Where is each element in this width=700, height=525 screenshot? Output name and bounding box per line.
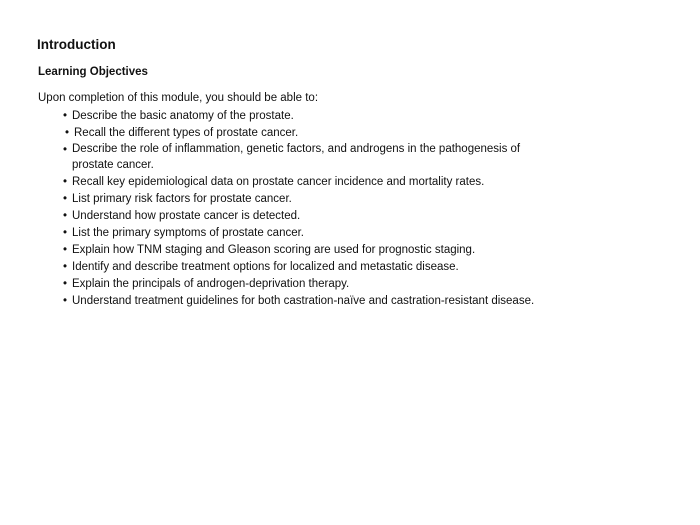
list-item [63,108,663,125]
list-item [63,293,663,310]
bullet-icon: • [63,176,68,188]
bullet-icon: • [63,210,68,222]
objective-text: Explain the principals of androgen-deprivation therapy. [72,278,350,290]
list-item [63,191,663,208]
objective-text: Recall the different types of prostate cancer. [74,127,299,139]
learning-objectives-heading: Learning Objectives [38,66,148,78]
bullet-icon: • [63,261,68,273]
objective-text: Recall key epidemiological data on prostate cancer incidence and mortality rates. [72,176,485,188]
bullet-icon: • [63,110,68,122]
bullet-icon: • [63,295,68,307]
objectives-intro: Upon completion of this module, you should be able to: [38,92,319,104]
objective-text: Describe the role of inflammation, genetic factors, and androgens in the pathogenesis of prostate cancer. [72,143,521,171]
objective-text: List primary risk factors for prostate cancer. [72,193,292,205]
objective-text: Describe the basic anatomy of the prostate. [72,110,294,122]
bullet-icon: • [63,227,68,239]
list-item [63,142,663,174]
objective-text: Understand treatment guidelines for both castration-naïve and castration-resistant disease. [72,295,535,307]
bullet-icon: • [63,278,68,290]
list-item [63,259,663,276]
list-item [63,174,663,191]
objective-text: Explain how TNM staging and Gleason scoring are used for prognostic staging. [72,244,476,256]
objective-text: List the primary symptoms of prostate cancer. [72,227,305,239]
bullet-icon: • [65,127,70,139]
list-item [63,208,663,225]
objectives-list [63,108,663,310]
bullet-icon: • [63,244,68,256]
objective-text: Identify and describe treatment options for localized and metastatic disease. [72,261,459,273]
objective-text: Understand how prostate cancer is detected. [72,210,301,222]
list-item [63,242,663,259]
bullet-icon: • [63,193,68,205]
bullet-icon: • [63,144,68,156]
list-item [63,125,663,142]
list-item [63,225,663,242]
section-title: Introduction [37,37,116,52]
list-item [63,276,663,293]
